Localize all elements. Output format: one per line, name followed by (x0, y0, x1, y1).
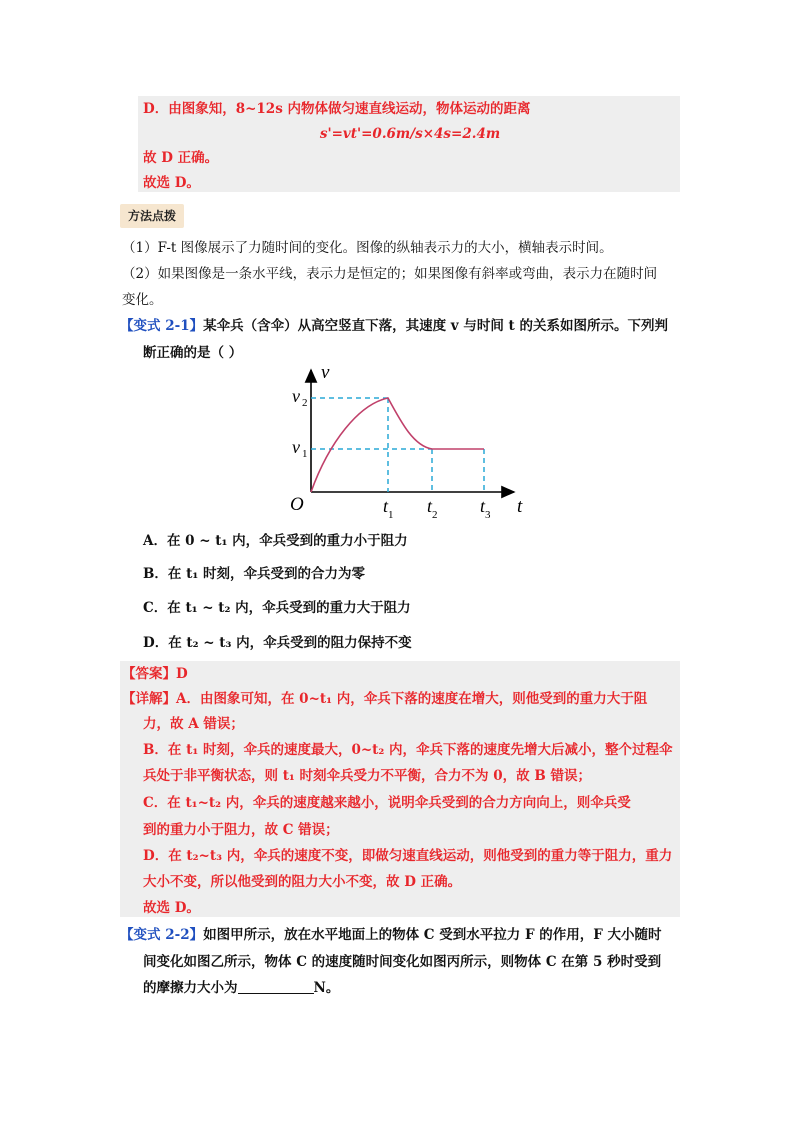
option-a[interactable]: A．在 0 ~ t₁ 内，伞兵受到的重力小于阻力 (143, 533, 408, 549)
x-axis-label: t (517, 496, 523, 517)
explain-line-8: 大小不变，所以他受到的阻力大小不变，故 D 正确。 (143, 874, 462, 890)
explain-line-9: 故选 D。 (143, 900, 200, 916)
t2-label: t (427, 496, 433, 516)
option-c[interactable]: C．在 t₁ ~ t₂ 内，伞兵受到的重力大于阻力 (143, 600, 411, 616)
explain-line-6: 到的重力小于阻力，故 C 错误； (143, 822, 339, 838)
variant2-text-1: 如图甲所示，放在水平地面上的物体 C 受到水平拉力 F 的作用，F 大小随时 (203, 927, 662, 943)
velocity-time-graph (284, 362, 544, 532)
answer-line: 【答案】D (122, 666, 188, 682)
variant1-stem-line1 (120, 316, 668, 336)
solution-formula: s'=vt'=0.6m/s×4s=2.4m (319, 126, 501, 142)
variant1-stem-text: 某伞兵（含伞）从高空竖直下落，其速度 v 与时间 t 的关系如图所示。下列判 (203, 318, 668, 334)
solution-choice: 故选 D。 (143, 175, 200, 191)
guide-lines (311, 398, 484, 492)
explain-line-5: C．在 t₁~t₂ 内，伞兵的速度越来越小，说明伞兵受到的合力方向向上，则伞兵受 (143, 795, 631, 811)
answer-blank[interactable] (238, 979, 314, 994)
t1-label: t (383, 496, 389, 516)
option-d[interactable]: D．在 t₂ ~ t₃ 内，伞兵受到的阻力保持不变 (143, 635, 412, 651)
variant1-stem-line2: 断正确的是（ ） (143, 345, 243, 361)
explain-line-4: 兵处于非平衡状态，则 t₁ 时刻伞兵受力不平衡，合力不为 0，故 B 错误； (143, 768, 591, 784)
origin-label: O (290, 494, 304, 515)
explain-tag: 【详解】 (122, 691, 176, 707)
t2-subscript: 2 (432, 509, 438, 521)
solution-line-d: D．由图象知，8~12s 内物体做匀速直线运动，物体运动的距离 (143, 101, 531, 117)
variant2-line1 (120, 925, 662, 945)
v1-label: v (292, 437, 300, 457)
method-badge: 方法点拨 (120, 204, 184, 228)
variant2-unit: N。 (313, 980, 340, 996)
v2-label: v (292, 386, 300, 406)
velocity-curve (311, 398, 484, 492)
variant2-line2: 间变化如图乙所示，物体 C 的速度随时间变化如图丙所示，则物体 C 在第 5 秒时受到 (143, 954, 662, 970)
explain-line-2: 力，故 A 错误； (143, 716, 244, 732)
method-line-1: （1）F-t 图像展示了力随时间的变化。图像的纵轴表示力的大小，横轴表示时间。 (122, 240, 613, 256)
v2-subscript: 2 (302, 397, 308, 409)
explain-line-1 (122, 689, 647, 709)
method-line-3: 变化。 (122, 292, 163, 308)
y-axis-label: v (321, 362, 330, 383)
explain-line-7: D．在 t₂~t₃ 内，伞兵的速度不变，即做匀速直线运动，则他受到的重力等于阻力，重力 (143, 848, 673, 864)
t1-subscript: 1 (388, 509, 394, 521)
variant2-text-3: 的摩擦力大小为 (143, 980, 238, 996)
solution-conclude: 故 D 正确。 (143, 150, 219, 166)
t3-subscript: 3 (485, 509, 491, 521)
variant1-tag: 【变式 2-1】 (120, 318, 204, 334)
v1-subscript: 1 (302, 448, 308, 460)
t3-label: t (480, 496, 486, 516)
option-b[interactable]: B．在 t₁ 时刻，伞兵受到的合力为零 (143, 566, 365, 582)
explain-text-1: A．由图象可知，在 0~t₁ 内，伞兵下落的速度在增大，则他受到的重力大于阻 (176, 691, 648, 707)
explain-line-3: B．在 t₁ 时刻，伞兵的速度最大，0~t₂ 内，伞兵下落的速度先增大后减小，整个过程伞 (143, 742, 673, 758)
variant2-line3 (143, 978, 339, 998)
variant2-tag: 【变式 2-2】 (120, 927, 204, 943)
method-line-2: （2）如果图像是一条水平线，表示力是恒定的；如果图像有斜率或弯曲，表示力在随时间 (122, 266, 658, 282)
